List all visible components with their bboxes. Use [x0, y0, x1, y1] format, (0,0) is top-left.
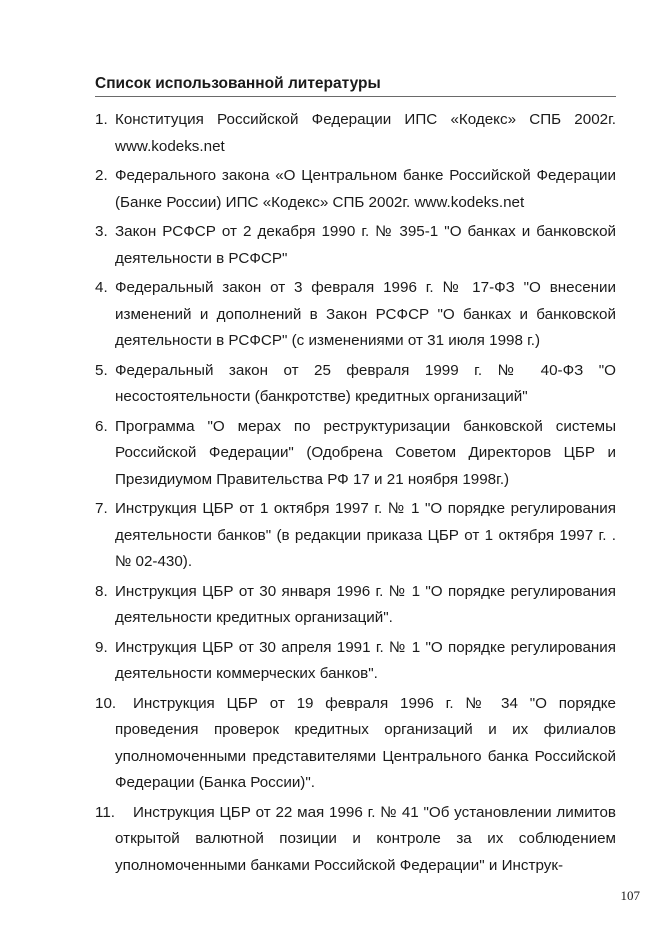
- list-item-text: Инструкция ЦБР от 30 января 1996 г. № 1 "О порядке регулирования деятельности кредитных организаций".: [115, 582, 616, 626]
- list-item-number: 7.: [95, 500, 108, 517]
- list-item-number: 11.: [95, 803, 115, 821]
- list-item-number: 10.: [95, 694, 117, 712]
- list-item: [95, 275, 616, 355]
- list-item: [95, 496, 616, 576]
- list-item: [95, 163, 616, 216]
- list-item-number: 8.: [95, 582, 108, 600]
- list-item-number: 4.: [95, 279, 108, 296]
- list-item-text: Федеральный закон от 25 февраля 1999 г. № 40-ФЗ "О несостоятельности (банкротстве) кредитных организаций": [115, 361, 616, 405]
- list-item-text: Конституция Российской Федерации ИПС «Кодекс» СПБ 2002г. www.kodeks.net: [115, 111, 616, 155]
- list-item: [95, 691, 616, 797]
- list-item-text: Федеральный закон от 3 февраля 1996 г. № 17-ФЗ "О внесении изменений и дополнений в Закон РСФСР "О банках и банковской деятельности в РСФСР" (с изменениями от 31 июля 1998 г.): [115, 279, 616, 349]
- list-item-number: 6.: [95, 417, 108, 435]
- list-item: [95, 800, 616, 880]
- references-list: [95, 107, 616, 882]
- list-item-text: Инструкция ЦБР от 22 мая 1996 г. № 41 "Об установлении лимитов открытой валютной позиции и контроле за их соблюдением уполномоченными банками Российской Федерации" и Инструк-: [115, 803, 616, 874]
- list-item-number: 5.: [95, 361, 108, 379]
- list-item-text: Инструкция ЦБР от 1 октября 1997 г. № 1 "О порядке регулирования деятельности банков" (в редакции приказа ЦБР от 1 октября 1997 г. .№ 02-430).: [115, 500, 616, 570]
- list-item-text: Федерального закона «О Центральном банке Российской Федерации (Банке России) ИПС «Кодекс» СПБ 2002г. www.kodeks.net: [115, 167, 616, 211]
- list-item: [95, 414, 616, 494]
- list-item: [95, 579, 616, 632]
- list-item-text: Инструкция ЦБР от 30 апреля 1991 г. № 1 "О порядке регулирования деятельности коммерческих банков".: [115, 638, 616, 682]
- list-item-text: Программа "О мерах по реструктуризации банковской системы Российской Федерации" (Одобрена Советом Директоров ЦБР и Президиумом Правительства РФ 17 и 21 ноября 1998г.): [115, 417, 616, 488]
- heading-block: [95, 74, 616, 97]
- list-item: [95, 219, 616, 272]
- list-item: [95, 107, 616, 160]
- list-item-number: 9.: [95, 638, 108, 656]
- page-number: 107: [620, 888, 640, 903]
- list-item-number: 3.: [95, 223, 108, 240]
- list-item-number: 2.: [95, 167, 108, 184]
- list-item-text: Инструкция ЦБР от 19 февраля 1996 г. № 34 "О порядке проведения проверок кредитных организаций и их филиалов уполномоченными представителями Центрального банка Российской Федерации (Банка России)".: [115, 694, 616, 791]
- list-item: [95, 358, 616, 411]
- list-item-number: 1.: [95, 111, 108, 128]
- list-item-text: Закон РСФСР от 2 декабря 1990 г. № 395-1 "О банках и банковской деятельности в РСФСР": [115, 223, 616, 267]
- list-item: [95, 635, 616, 688]
- page-title: Список использованной литературы: [95, 75, 381, 92]
